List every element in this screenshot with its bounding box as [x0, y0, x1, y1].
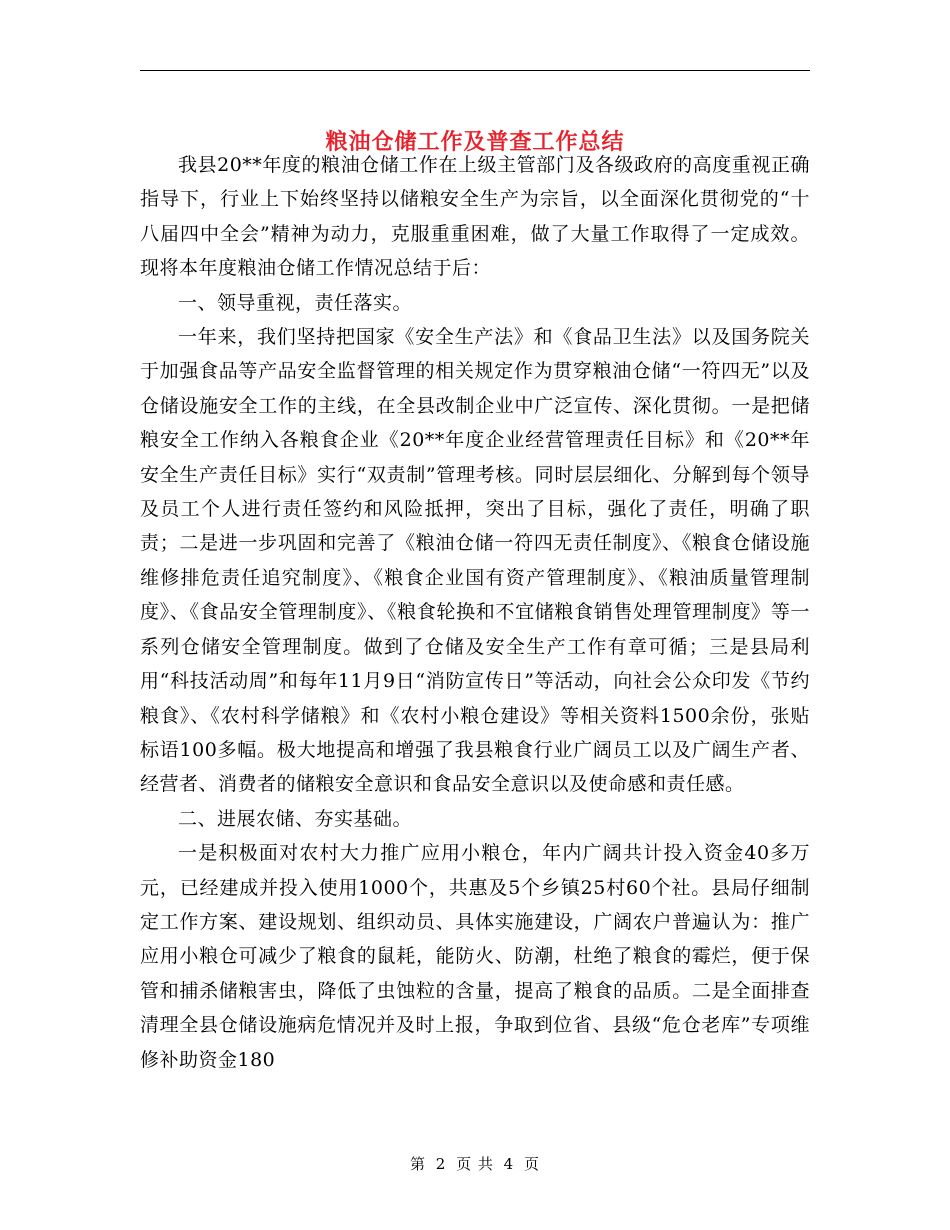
header-rule: [140, 70, 810, 71]
paragraph-section-1: 一年来，我们坚持把国家《安全生产法》和《食品卫生法》以及国务院关于加强食品等产品安全监督管理的相关规定作为贯穿粮油仓储“一符四无”以及仓储设施安全工作的主线，在全县改制企业中广泛宣传、深化贯彻。一是把储粮安全工作纳入各粮食企业《20**年度企业经营管理责任目标》和《20**年安全生产责任目标》实行“双责制”管理考核。同时层层细化、分解到每个领导及员工个人进行责任签约和风险抵押，突出了目标，强化了责任，明确了职责；二是进一步巩固和完善了《粮油仓储一符四无责任制度》、《粮食仓储设施维修排危责任追究制度》、《粮食企业国有资产管理制度》、《粮油质量管理制度》、《食品安全管理制度》、《粮食轮换和不宜储粮食销售处理管理制度》等一系列仓储安全管理制度。做到了仓储及安全生产工作有章可循；三是县局利用“科技活动周”和每年11月9日“消防宣传日”等活动，向社会公众印发《节约粮食》、《农村科学储粮》和《农村小粮仓建设》等相关资料1500余份，张贴标语100多幅。极大地提高和增强了我县粮食行业广阔员工以及广阔生产者、经营者、消费者的储粮安全意识和食品安全意识以及使命感和责任感。: [140, 326, 810, 796]
paragraph-intro: 我县20**年度的粮油仓储工作在上级主管部门及各级政府的高度重视正确指导下，行业上下始终坚持以储粮安全生产为宗旨，以全面深化贯彻党的“十八届四中全会”精神为动力，克服重重困难，做了大量工作取得了一定成效。现将本年度粮油仓储工作情况总结于后：: [140, 154, 810, 280]
section-heading-2: 二、进展农储、夯实基础。: [178, 807, 413, 830]
document-body: [140, 148, 810, 1077]
section-heading-1: 一、领导重视，责任落实。: [178, 291, 413, 314]
paragraph-section-2: 一是积极面对农村大力推广应用小粮仓，年内广阔共计投入资金40多万元，已经建成并投入使用1000个，共惠及5个乡镇25村60个社。县局仔细制定工作方案、建设规划、组织动员、具体实施建设，广阔农户普遍认为：推广应用小粮仓可减少了粮食的鼠耗，能防火、防潮，杜绝了粮食的霉烂，便于保管和捕杀储粮害虫，降低了虫蚀粒的含量，提高了粮食的品质。二是全面排查清理全县仓储设施病危情况并及时上报，争取到位省、县级“危仓老库”专项维修补助资金180: [140, 842, 810, 1071]
footer-prefix: 第: [409, 1155, 426, 1173]
current-page-number: 2: [435, 1155, 447, 1173]
total-pages: 4: [503, 1155, 515, 1173]
footer-suffix: 页: [524, 1155, 541, 1173]
document-title: 粮油仓储工作及普查工作总结: [325, 128, 625, 155]
footer-middle: 页 共: [456, 1155, 494, 1173]
page-footer: [140, 1152, 810, 1176]
